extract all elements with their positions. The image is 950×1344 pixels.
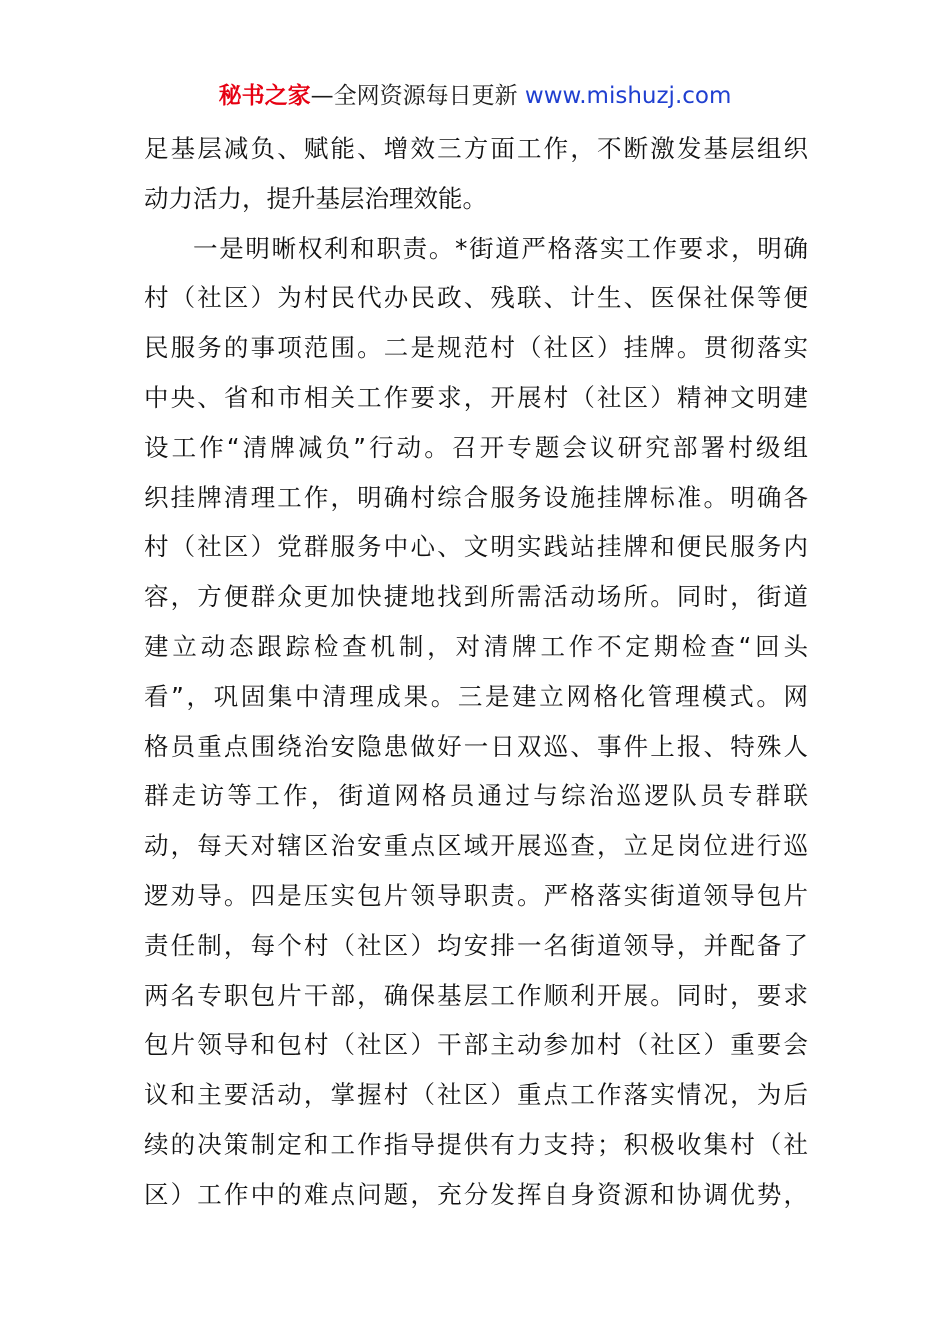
text-line: 民服务的事项范围。二是规范村（社区）挂牌。贯彻落实: [144, 333, 808, 363]
text-line: 责任制，每个村（社区）均安排一名街道领导，并配备了: [144, 930, 808, 960]
text-line: 建立动态跟踪检查机制，对清牌工作不定期检查“回头: [144, 631, 808, 661]
text-line: 逻劝导。四是压实包片领导职责。严格落实街道领导包片: [144, 880, 808, 910]
text-line: 动，每天对辖区治安重点区域开展巡查，立足岗位进行巡: [144, 831, 808, 861]
text-line: 区）工作中的难点问题，充分发挥自身资源和协调优势，: [144, 1179, 808, 1209]
text-line: 足基层减负、赋能、增效三方面工作，不断激发基层组织: [144, 134, 808, 163]
text-line: 格员重点围绕治安隐患做好一日双巡、事件上报、特殊人: [144, 731, 808, 761]
text-line: 包片领导和包村（社区）干部主动参加村（社区）重要会: [144, 1030, 808, 1060]
text-line: 续的决策制定和工作指导提供有力支持；积极收集村（社: [144, 1129, 808, 1159]
text-line: 中央、省和市相关工作要求，开展村（社区）精神文明建: [144, 382, 808, 412]
text-line: 两名专职包片干部，确保基层工作顺利开展。同时，要求: [144, 980, 808, 1010]
text-line: 动力活力，提升基层治理效能。: [144, 183, 487, 213]
text-line: 设工作“清牌减负”行动。召开专题会议研究部署村级组: [144, 432, 808, 462]
text-line: 村（社区）为村民代办民政、残联、计生、医保社保等便: [144, 283, 808, 313]
paragraph-first-line: 一是明晰权利和职责。*街道严格落实工作要求，明确: [193, 233, 808, 263]
text-line: 织挂牌清理工作，明确村综合服务设施挂牌标准。明确各: [144, 482, 808, 512]
document-body: [144, 124, 808, 1220]
site-brand: 秘书之家: [218, 83, 311, 109]
site-tagline: —全网资源每日更新: [310, 83, 525, 109]
text-line: 容，方便群众更加快捷地找到所需活动场所。同时，街道: [144, 582, 808, 612]
page-header: [0, 80, 950, 112]
site-url[interactable]: www.mishuzj.com: [524, 83, 732, 109]
text-line: 议和主要活动，掌握村（社区）重点工作落实情况，为后: [144, 1080, 808, 1110]
text-line: 村（社区）党群服务中心、文明实践站挂牌和便民服务内: [144, 532, 808, 562]
text-line: 看”，巩固集中清理成果。三是建立网格化管理模式。网: [144, 681, 808, 711]
text-line: 群走访等工作，街道网格员通过与综治巡逻队员专群联: [144, 781, 808, 811]
